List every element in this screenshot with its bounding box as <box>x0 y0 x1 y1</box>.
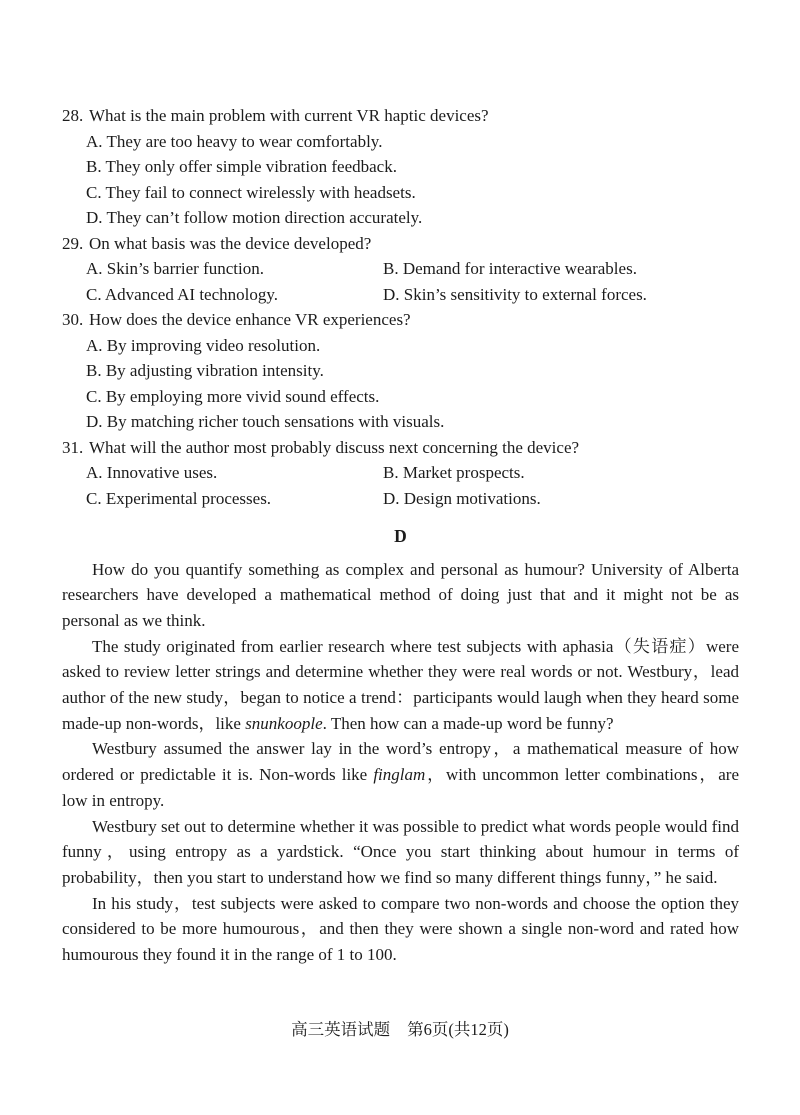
options-row <box>62 282 739 308</box>
question-number: 28. <box>62 106 84 125</box>
option-c: C. Experimental processes. <box>86 488 272 508</box>
question-30 <box>62 307 739 435</box>
option-d: D. By matching richer touch sensations with visuals. <box>86 412 445 431</box>
question-28 <box>62 103 739 231</box>
question-line <box>62 307 739 333</box>
option-a: A. Innovative uses. <box>86 463 218 482</box>
option-a: A. By improving video resolution. <box>86 335 321 355</box>
options-row <box>62 486 739 512</box>
question-line <box>62 231 739 257</box>
option-d: D. Design motivations. <box>383 488 541 508</box>
option-c: C. Advanced AI technology. <box>86 284 278 304</box>
option-b: B. Market prospects. <box>383 463 525 482</box>
italic-term: finglam <box>373 765 426 785</box>
question-line <box>62 103 739 129</box>
question-number: 30. <box>62 310 84 329</box>
page-footer <box>0 1018 800 1042</box>
paragraph-text: ，with uncommon letter combinations，are low in entropy. <box>62 765 739 810</box>
options-row <box>62 460 739 486</box>
paragraph-text: . Then how can a made-up word be funny? <box>322 713 614 733</box>
question-text: What will the author most probably discuss next concerning the device? <box>89 437 580 457</box>
passage-paragraph-3 <box>62 736 739 813</box>
italic-term: snunkoople <box>245 713 323 733</box>
question-text: On what basis was the device developed? <box>89 233 372 253</box>
footer-title: 高三英语试题 <box>291 1020 391 1039</box>
paragraph-text: Westbury assumed the answer lay in the word’s entropy，a mathematical measure of how ordered or predictable it is. Non-words like <box>62 739 739 785</box>
passage-paragraph-5 <box>62 891 739 968</box>
question-text: What is the main problem with current VR haptic devices? <box>89 106 489 125</box>
question-line <box>62 435 739 461</box>
paragraph-text: How do you quantify something as complex and personal as humour? University of Alberta researchers have developed a mathematical method of doing just that and it might not be as personal as we think. <box>62 559 739 630</box>
option-b: B. Demand for interactive wearables. <box>383 259 637 278</box>
reading-passage <box>62 557 739 968</box>
paragraph-text: Westbury set out to determine whether it was possible to predict what words people would find funny，using entropy as a yardstick. “Once you start thinking about humour in terms of probability，then you start to understand how we find so many different things funny，” he said. <box>62 816 739 887</box>
question-31 <box>62 435 739 512</box>
option-c: C. By employing more vivid sound effects. <box>86 386 380 406</box>
option-d: D. They can’t follow motion direction accurately. <box>86 208 423 227</box>
paragraph-text: The study originated from earlier research where test subjects with aphasia（失语症）were asked to review letter strings and determine whether they were real words or not. Westbury，lead author of the new study，began to notice a trend：participants would laugh when they heard some made-up non-words，like <box>62 636 739 733</box>
passage-paragraph-1 <box>62 557 739 634</box>
question-text: How does the device enhance VR experiences? <box>89 310 411 329</box>
question-29 <box>62 231 739 308</box>
option-c: C. They fail to connect wirelessly with headsets. <box>86 182 416 202</box>
page-content <box>62 103 739 968</box>
question-number: 29. <box>62 233 84 253</box>
passage-paragraph-4 <box>62 814 739 891</box>
option-a: A. Skin’s barrier function. <box>86 259 264 278</box>
section-heading: D <box>394 526 407 546</box>
option-b: B. They only offer simple vibration feedback. <box>86 157 397 176</box>
question-number: 31. <box>62 437 84 457</box>
option-d: D. Skin’s sensitivity to external forces. <box>383 284 647 304</box>
paragraph-text: In his study，test subjects were asked to compare two non-words and choose the option they considered to be more humourous，and then they were shown a single non-word and rated how humourous they found it in the range of 1 to 100. <box>62 893 739 965</box>
option-a: A. They are too heavy to wear comfortably. <box>86 131 383 151</box>
passage-paragraph-2 <box>62 634 739 737</box>
option-b: B. By adjusting vibration intensity. <box>86 361 324 380</box>
options-row <box>62 256 739 282</box>
footer-page-number: 第6页(共12页) <box>407 1020 509 1039</box>
